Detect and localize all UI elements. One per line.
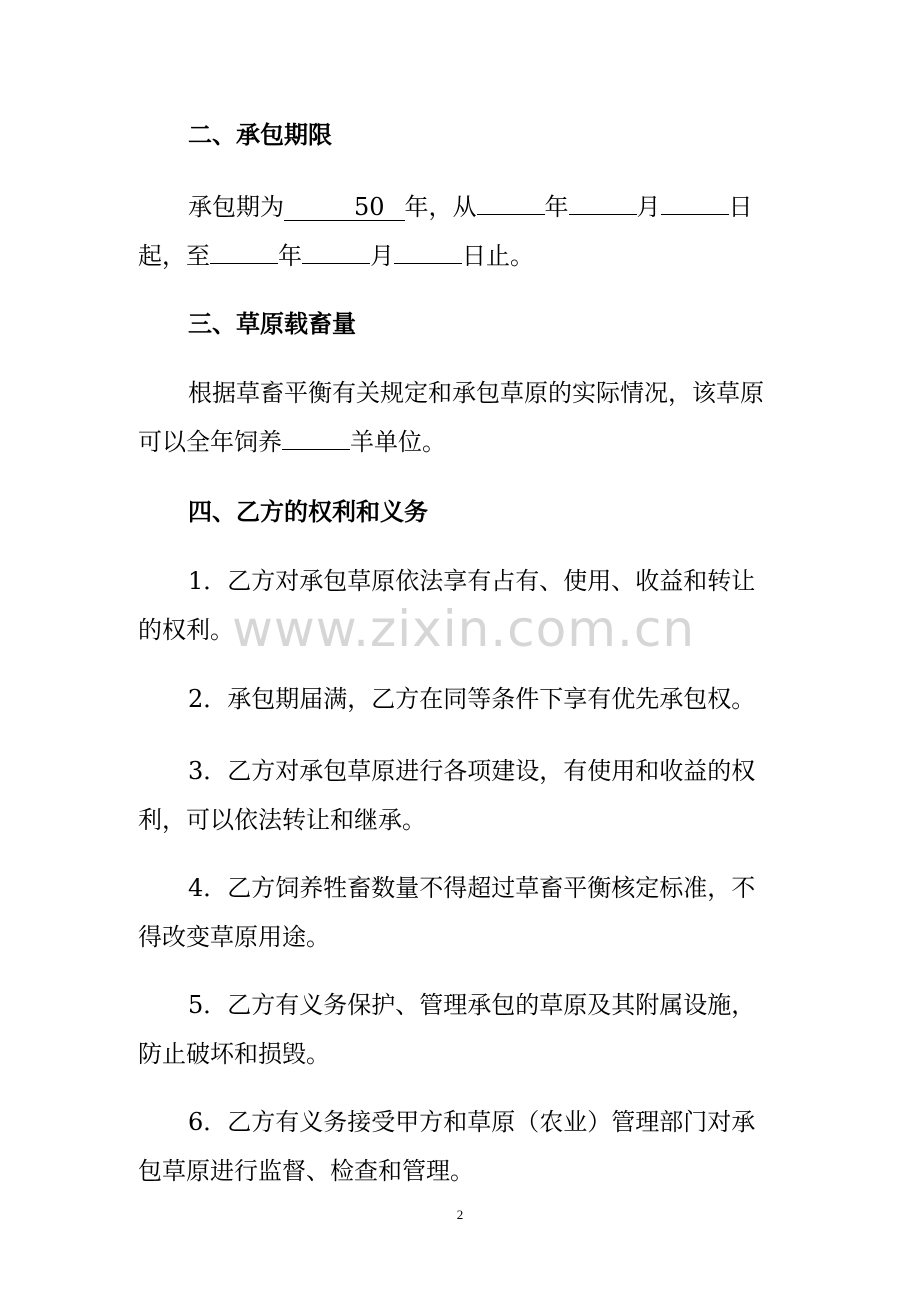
section-term	[138, 118, 788, 152]
rights-item-line-2: 的权利。	[138, 616, 234, 644]
rights-item-line-1: 4．乙方饲养牲畜数量不得超过草畜平衡核定标准，不	[188, 874, 756, 902]
term-years-blank: 50	[284, 194, 405, 221]
section-heading-capacity: 三、草原载畜量	[188, 309, 356, 338]
paragraph-term-text-2: 起，至 年 月 日止。	[138, 242, 534, 270]
section-capacity	[138, 307, 788, 341]
end-month-blank	[302, 263, 370, 264]
rights-item-line-1: 3．乙方对承包草原进行各项建设，有使用和收益的权	[188, 757, 756, 785]
paragraph-capacity-line-1: 根据草畜平衡有关规定和承包草原的实际情况，该草原	[188, 379, 764, 407]
rights-item-line-1: 2．承包期届满，乙方在同等条件下享有优先承包权。	[188, 685, 756, 713]
rights-item-6	[138, 1098, 788, 1196]
rights-item-line-1: 6．乙方有义务接受甲方和草原（农业）管理部门对承	[188, 1108, 756, 1136]
end-day-blank	[394, 263, 462, 264]
start-year-blank	[477, 214, 545, 215]
end-year-blank	[210, 263, 278, 264]
rights-item-2	[138, 675, 788, 724]
rights-item-1	[138, 557, 788, 655]
section-rights	[138, 495, 788, 529]
paragraph-capacity-line-2: 可以全年饲养 羊单位。	[138, 428, 446, 456]
rights-item-line-2: 得改变草原用途。	[138, 923, 330, 951]
watermark: www.zixin.com.cn	[232, 600, 696, 658]
rights-item-line-1: 1．乙方对承包草原依法享有占有、使用、收益和转让	[188, 567, 756, 595]
rights-item-line-2: 防止破坏和损毁。	[138, 1040, 330, 1068]
start-day-blank	[661, 214, 729, 215]
page-number: 2	[456, 1207, 464, 1222]
rights-item-3	[138, 747, 788, 845]
sheep-units-blank	[282, 449, 350, 450]
paragraph-capacity	[138, 369, 788, 467]
rights-item-5	[138, 981, 788, 1079]
rights-item-line-2: 包草原进行监督、检查和管理。	[138, 1157, 474, 1185]
start-month-blank	[569, 214, 637, 215]
section-heading-term: 二、承包期限	[188, 120, 332, 149]
paragraph-term-text: 承包期为 50 年，从 年 月 日	[188, 193, 753, 221]
rights-item-line-2: 利，可以依法转让和继承。	[138, 806, 426, 834]
paragraph-term	[138, 183, 788, 281]
rights-item-line-1: 5．乙方有义务保护、管理承包的草原及其附属设施，	[188, 991, 756, 1019]
section-heading-rights: 四、乙方的权利和义务	[188, 497, 428, 526]
rights-item-4	[138, 864, 788, 962]
